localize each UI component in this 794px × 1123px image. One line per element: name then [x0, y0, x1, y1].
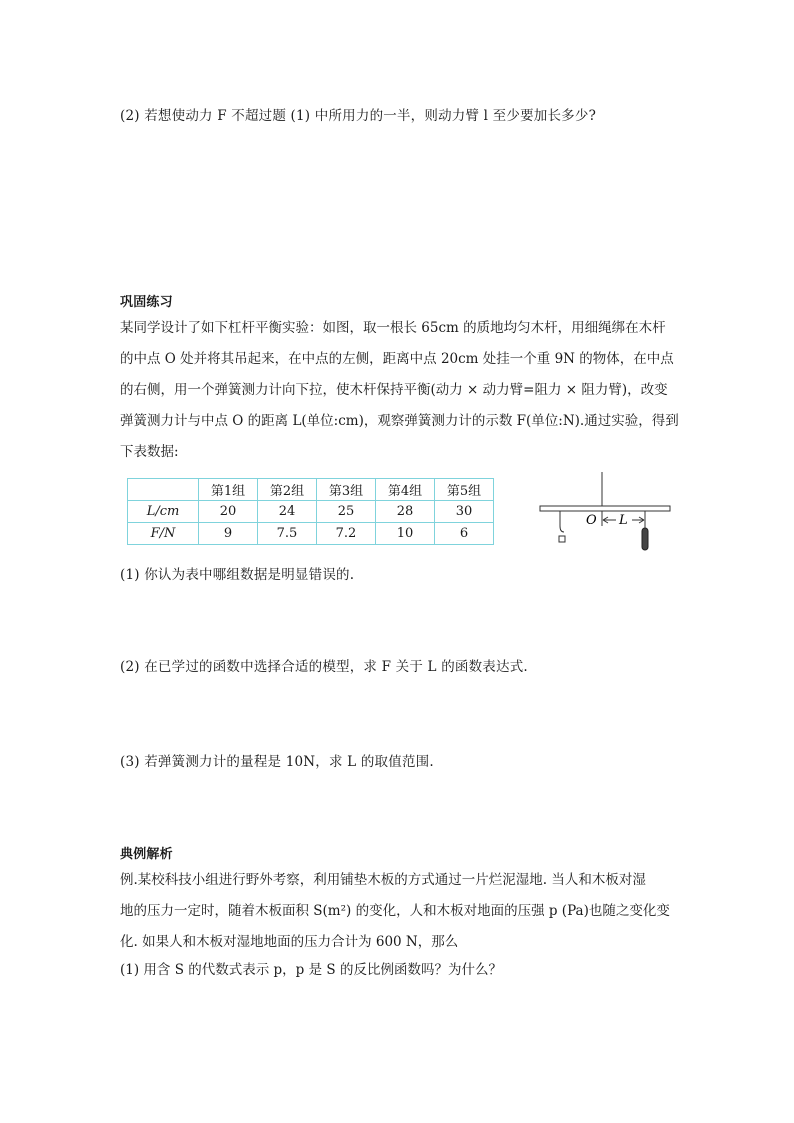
table-header-cell: 第4组 [376, 479, 435, 501]
table-corner-cell [128, 479, 199, 501]
lever-rod [540, 506, 670, 511]
table-cell: 9 [199, 523, 258, 545]
practice-heading: 巩固练习 [120, 295, 173, 310]
distance-label-l: L [619, 513, 628, 528]
practice-q2: (2) 在已学过的函数中选择合适的模型，求 F 关于 L 的函数表达式. [120, 659, 528, 675]
pivot-label-o: O [586, 513, 597, 528]
table-cell: 7.5 [258, 523, 317, 545]
table-cell: 25 [317, 501, 376, 523]
lever-diagram [536, 470, 676, 554]
table-cell: 20 [199, 501, 258, 523]
table-header-row [128, 479, 494, 501]
row-label: L/cm [128, 501, 199, 523]
practice-q3: (3) 若弹簧测力计的量程是 10N，求 L 的取值范围. [120, 754, 434, 770]
data-table [127, 478, 494, 545]
table-header-cell: 第3组 [317, 479, 376, 501]
example-line: (1) 用含 S 的代数式表示 p，p 是 S 的反比例函数吗？为什么？ [120, 962, 502, 978]
practice-line: 下表数据: [120, 444, 179, 460]
table-cell: 24 [258, 501, 317, 523]
example-line: 例.某校科技小组进行野外考察，利用铺垫木板的方式通过一片烂泥湿地. 当人和木板对湿 [120, 872, 646, 888]
question-2: (2) 若想使动力 F 不超过题 (1) 中所用力的一半，则动力臂 l 至少要加长多少? [120, 108, 597, 124]
hook-icon [560, 511, 564, 532]
table-header-cell: 第5组 [435, 479, 494, 501]
table-cell: 28 [376, 501, 435, 523]
table-row [128, 523, 494, 545]
table-row [128, 501, 494, 523]
practice-paragraph [120, 313, 680, 468]
table-cell: 7.2 [317, 523, 376, 545]
example-line: 化. 如果人和木板对湿地地面的压力合计为 600 N，那么 [120, 934, 459, 950]
practice-line: 某同学设计了如下杠杆平衡实验：如图，取一根长 65cm 的质地均匀木杆，用细绳绑在木杆 [120, 320, 666, 336]
practice-line: 的右侧，用一个弹簧测力计向下拉，使木杆保持平衡(动力 × 动力臂=阻力 × 阻力臂)，改变 [120, 382, 668, 398]
practice-q1: (1) 你认为表中哪组数据是明显错误的. [120, 567, 355, 583]
example-paragraph [120, 865, 680, 982]
spring-scale-icon [642, 528, 648, 550]
practice-line: 弹簧测力计与中点 O 的距离 L(单位:cm)，观察弹簧测力计的示数 F(单位:N).通过实验，得到 [120, 413, 679, 429]
table-cell: 30 [435, 501, 494, 523]
example-heading: 典例解析 [120, 847, 173, 862]
table-cell: 10 [376, 523, 435, 545]
practice-line: 的中点 O 处并将其吊起来，在中点的左侧，距离中点 20cm 处挂一个重 9N 的物体，在中点 [120, 351, 674, 367]
table-cell: 6 [435, 523, 494, 545]
table-header-cell: 第2组 [258, 479, 317, 501]
weight-icon [559, 536, 565, 542]
table-header-cell: 第1组 [199, 479, 258, 501]
row-label: F/N [128, 523, 199, 545]
example-line: 地的压力一定时，随着木板面积 S(m²) 的变化，人和木板对地面的压强 p (Pa)也随之变化变 [120, 903, 670, 919]
